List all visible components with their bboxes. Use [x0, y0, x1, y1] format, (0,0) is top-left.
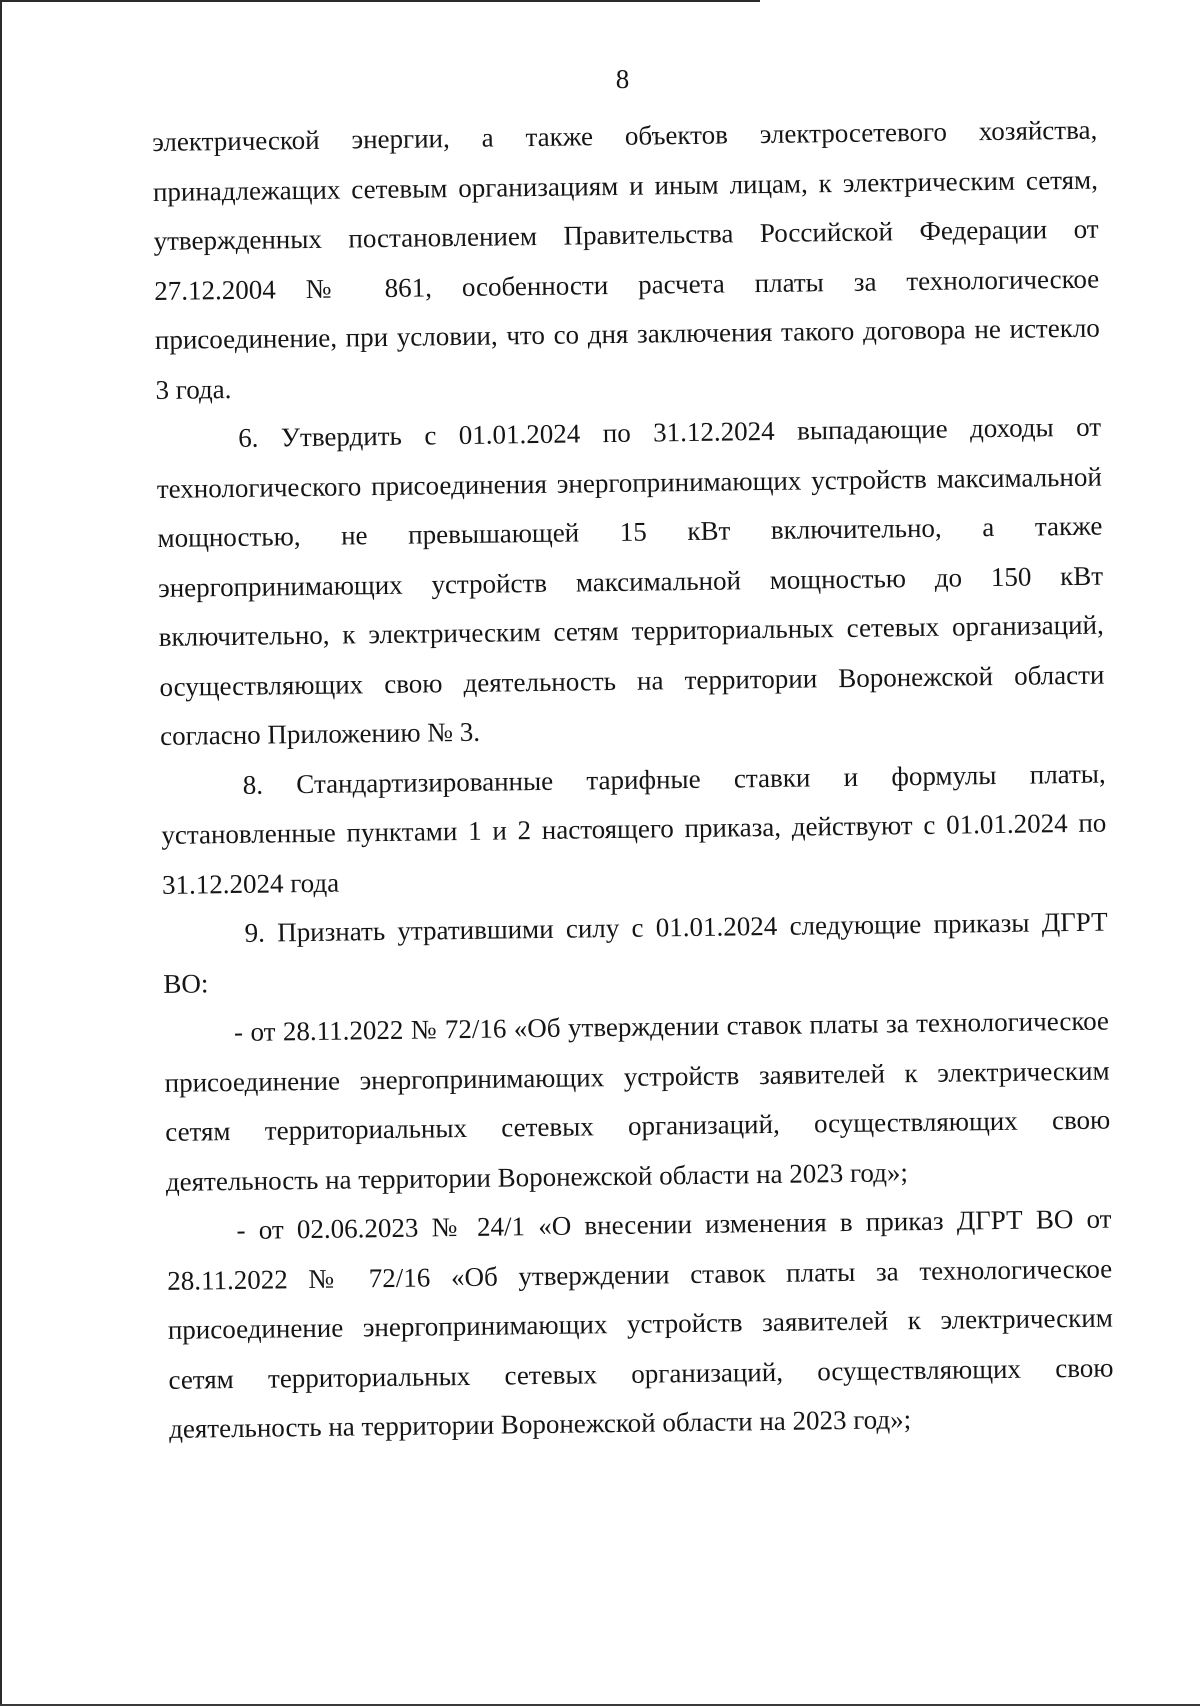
paragraph-order-72-16: - от 28.11.2022 № 72/16 «Об утверждении ставок платы за технологическое присоединение энергопринимающих устройств заявителей к электрическим сетям территориальных сетевых организаций, осуществляющих свою деятельность на территории Воронежской области на 2023 год»; [164, 1005, 1111, 1197]
paragraph-item-8: 8. Стандартизированные тарифные ставки и формулы платы, установленные пунктами 1 и 2 настоящего приказа, действуют с 01.01.2024 по 31.12.2024 года [161, 758, 1107, 900]
paragraph-item-6: 6. Утвердить с 01.01.2024 по 31.12.2024 выпадающие доходы от технологического присоединения энергопринимающих устройств максимальной мощностью, не превышающей 15 кВт включительно, а также энергопринимающих устройств максимальной мощностью до 150 кВт включительно, к электрическим сетям территориальных сетевых организаций, осуществляющих свою деятельность на территории Воронежской области согласно Приложению № 3. [156, 411, 1105, 751]
scan-edge-top [0, 0, 760, 2]
paragraph-order-24-1: - от 02.06.2023 № 24/1 «О внесении изменения в приказ ДГРТ ВО от 28.11.2022 № 72/16 «Об утверждении ставок платы за технологическое присоединение энергопринимающих устройств заявителей к электрическим сетям территориальных сетевых организаций, осуществляющих свою деятельность на территории Воронежской области на 2023 год»; [167, 1203, 1114, 1444]
document-body [152, 106, 1114, 1455]
paragraph-continuation: электрической энергии, а также объектов электросетевого хозяйства, принадлежащих сетевым организациям и иным лицам, к электрическим сетям, утвержденных постановлением Правительства Российской Федерации от 27.12.2004 № 861, особенности расчета платы за технологическое присоединение, при условии, что со дня заключения такого договора не истекло 3 года. [152, 114, 1101, 405]
page-number: 8 [615, 64, 630, 94]
scan-edge-left [0, 0, 2, 1706]
paragraph-item-9: 9. Признать утратившими силу с 01.01.2024 следующие приказы ДГРТ ВО: [163, 906, 1108, 999]
